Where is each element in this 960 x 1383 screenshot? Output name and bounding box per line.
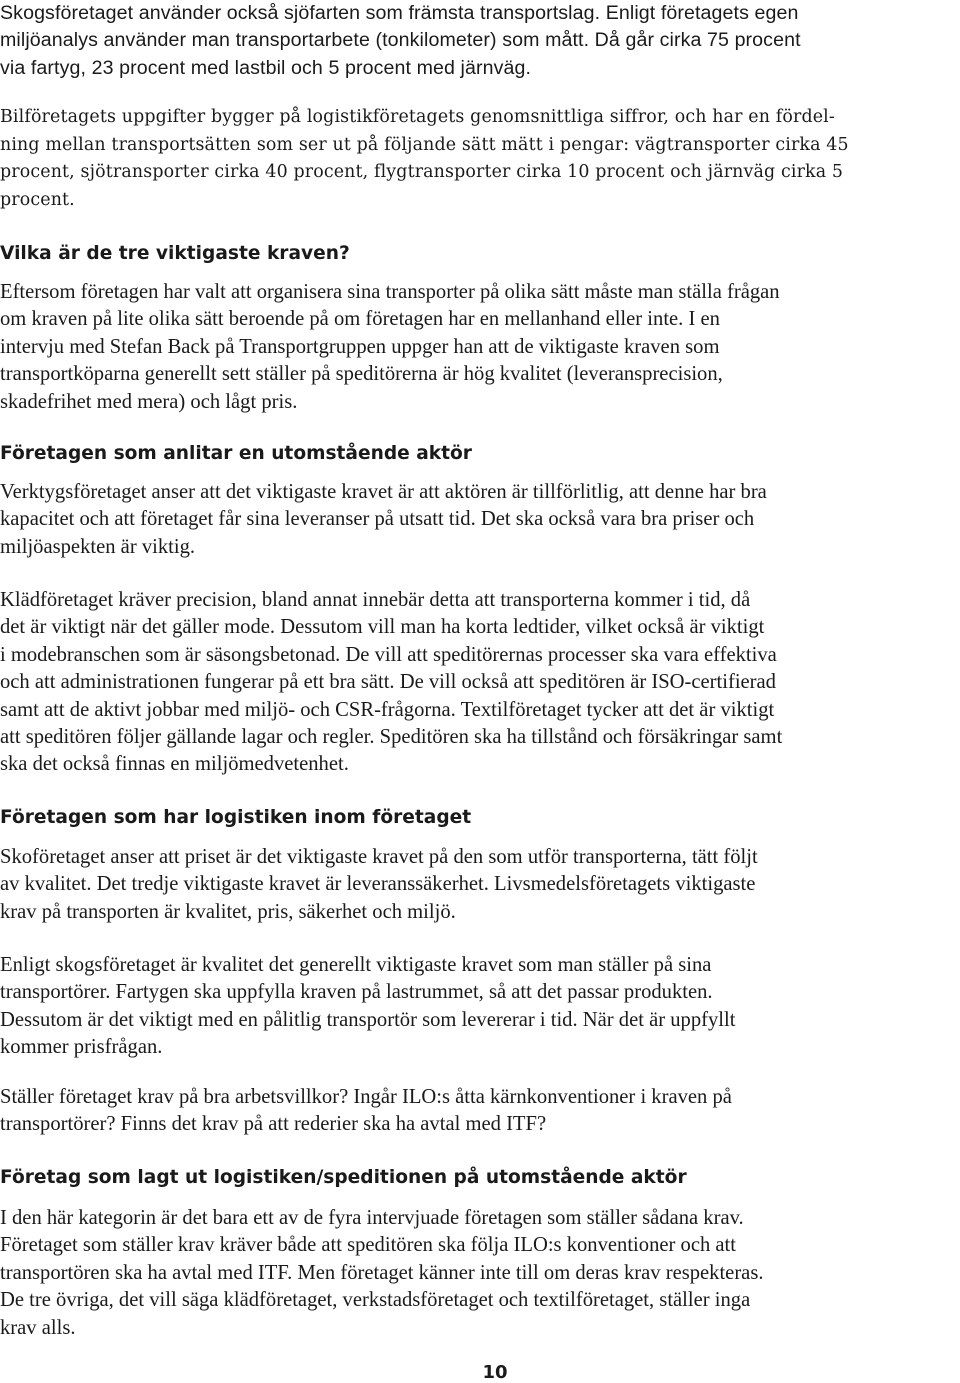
text-line: transportörer? Finns det krav på att rederier ska ha avtal med ITF? xyxy=(0,1113,547,1136)
text-line: Bilföretagets uppgifter bygger på logistikföretagets genomsnittliga siffror, och har en fördel- xyxy=(0,107,835,127)
text-line: kapacitet och att företaget får sina leveranser på utsatt tid. Det ska också vara bra priser och xyxy=(0,508,755,531)
text-line: Eftersom företagen har valt att organisera sina transporter på olika sätt måste man ställa frågan xyxy=(0,281,780,303)
text-line: samt att de aktivt jobbar med miljö- och CSR-frågorna. Textilföretaget tycker att det är viktigt xyxy=(0,698,775,721)
text-line: och att administrationen fungerar på ett bra sätt. De vill också att speditören är ISO-certifierad xyxy=(0,671,776,694)
section1-paragraph xyxy=(0,279,780,416)
text-line: transportören ska ha avtal med ITF. Men företaget känner inte till om deras krav respekteras. xyxy=(0,1261,764,1284)
section3-paragraph-2 xyxy=(0,952,735,1062)
text-line: att speditören följer gällande lagar och regler. Speditören ska ha tillstånd och försäkringar samt xyxy=(0,726,783,749)
section-heading: Företag som lagt ut logistiken/speditionen på utomstående aktör xyxy=(0,1167,687,1188)
text-line: Dessutom är det viktigt med en pålitlig transportör som levererar i tid. När det är uppfyllt xyxy=(0,1008,736,1031)
text-line: intervju med Stefan Back på Transportgruppen uppger han att de viktigaste kraven som xyxy=(0,335,720,358)
section2-paragraph-1 xyxy=(0,479,767,561)
section-heading: Företagen som har logistiken inom företaget xyxy=(0,807,472,828)
text-line: Klädföretaget kräver precision, bland annat innebär detta att transporterna kommer i tid, då xyxy=(0,589,751,611)
text-line: Skogsföretaget använder också sjöfarten som främsta transportslag. Enligt företagets egen xyxy=(0,2,799,24)
section2-paragraph-2 xyxy=(0,587,782,779)
bil-paragraph xyxy=(0,104,849,214)
text-line: procent, sjötransporter cirka 40 procent, flygtransporter cirka 10 procent och järnväg cirka 5 xyxy=(0,162,844,183)
text-line: De tre övriga, det vill säga klädföretaget, verkstadsföretaget och textilföretaget, ställer inga xyxy=(0,1289,751,1312)
text-line: om kraven på lite olika sätt beroende på om företagen har en mellanhand eller inte. I en xyxy=(0,308,720,331)
text-line: ska det också finnas en miljömedvetenhet. xyxy=(0,753,349,776)
text-line: miljöaspekten är viktig. xyxy=(0,535,196,558)
text-line: ning mellan transportsätten som ser ut på följande sätt mätt i pengar: vägtransporter cirka 45 xyxy=(0,134,849,155)
intro-paragraph xyxy=(0,0,801,82)
text-line: Enligt skogsföretaget är kvalitet det generellt viktigaste kravet som man ställer på sina xyxy=(0,954,712,976)
text-line: Ställer företaget krav på bra arbetsvillkor? Ingår ILO:s åtta kärnkonventioner i kraven på xyxy=(0,1086,732,1108)
text-line: Skoföretaget anser att priset är det viktigaste kravet på den som utför transporterna, tätt följt xyxy=(0,846,758,868)
text-line: krav alls. xyxy=(0,1316,76,1339)
section3-paragraph-1 xyxy=(0,844,758,926)
text-line: Verktygsföretaget anser att det viktigaste kravet är att aktören är tillförlitlig, att denne har bra xyxy=(0,481,767,503)
text-line: I den här kategorin är det bara ett av de fyra intervjuade företagen som ställer sådana krav. xyxy=(0,1207,744,1229)
text-line: via fartyg, 23 procent med lastbil och 5 procent med järnväg. xyxy=(0,56,532,79)
text-line: kommer prisfrågan. xyxy=(0,1036,163,1059)
section4-paragraph xyxy=(0,1205,763,1342)
text-line: miljöanalys använder man transportarbete (tonkilometer) som mått. Då går cirka 75 procent xyxy=(0,29,801,52)
text-line: i modebranschen som är säsongsbetonad. De vill att speditörernas processer ska vara effektiva xyxy=(0,643,777,666)
page-number: 10 xyxy=(482,1362,508,1383)
text-line: Företaget som ställer krav kräver både att speditören ska följa ILO:s konventioner och att xyxy=(0,1234,736,1257)
text-line: skadefrihet med mera) och lågt pris. xyxy=(0,390,298,413)
text-line: det är viktigt när det gäller mode. Dessutom vill man ha korta ledtider, vilket också är viktigt xyxy=(0,616,765,639)
text-line: transportköparna generellt sett ställer på speditörerna är hög kvalitet (leveransprecision, xyxy=(0,363,723,386)
text-line: procent. xyxy=(0,189,75,210)
text-line: krav på transporten är kvalitet, pris, säkerhet och miljö. xyxy=(0,900,456,923)
text-line: transportörer. Fartygen ska uppfylla kraven på lastrummet, så att det passar produkten. xyxy=(0,981,713,1004)
section-heading: Vilka är de tre viktigaste kraven? xyxy=(0,243,350,264)
section3-paragraph-3 xyxy=(0,1084,732,1139)
section-heading: Företagen som anlitar en utomstående aktör xyxy=(0,443,472,464)
text-line: av kvalitet. Det tredje viktigaste kravet är leveranssäkerhet. Livsmedelsföretagets viktigaste xyxy=(0,873,756,896)
